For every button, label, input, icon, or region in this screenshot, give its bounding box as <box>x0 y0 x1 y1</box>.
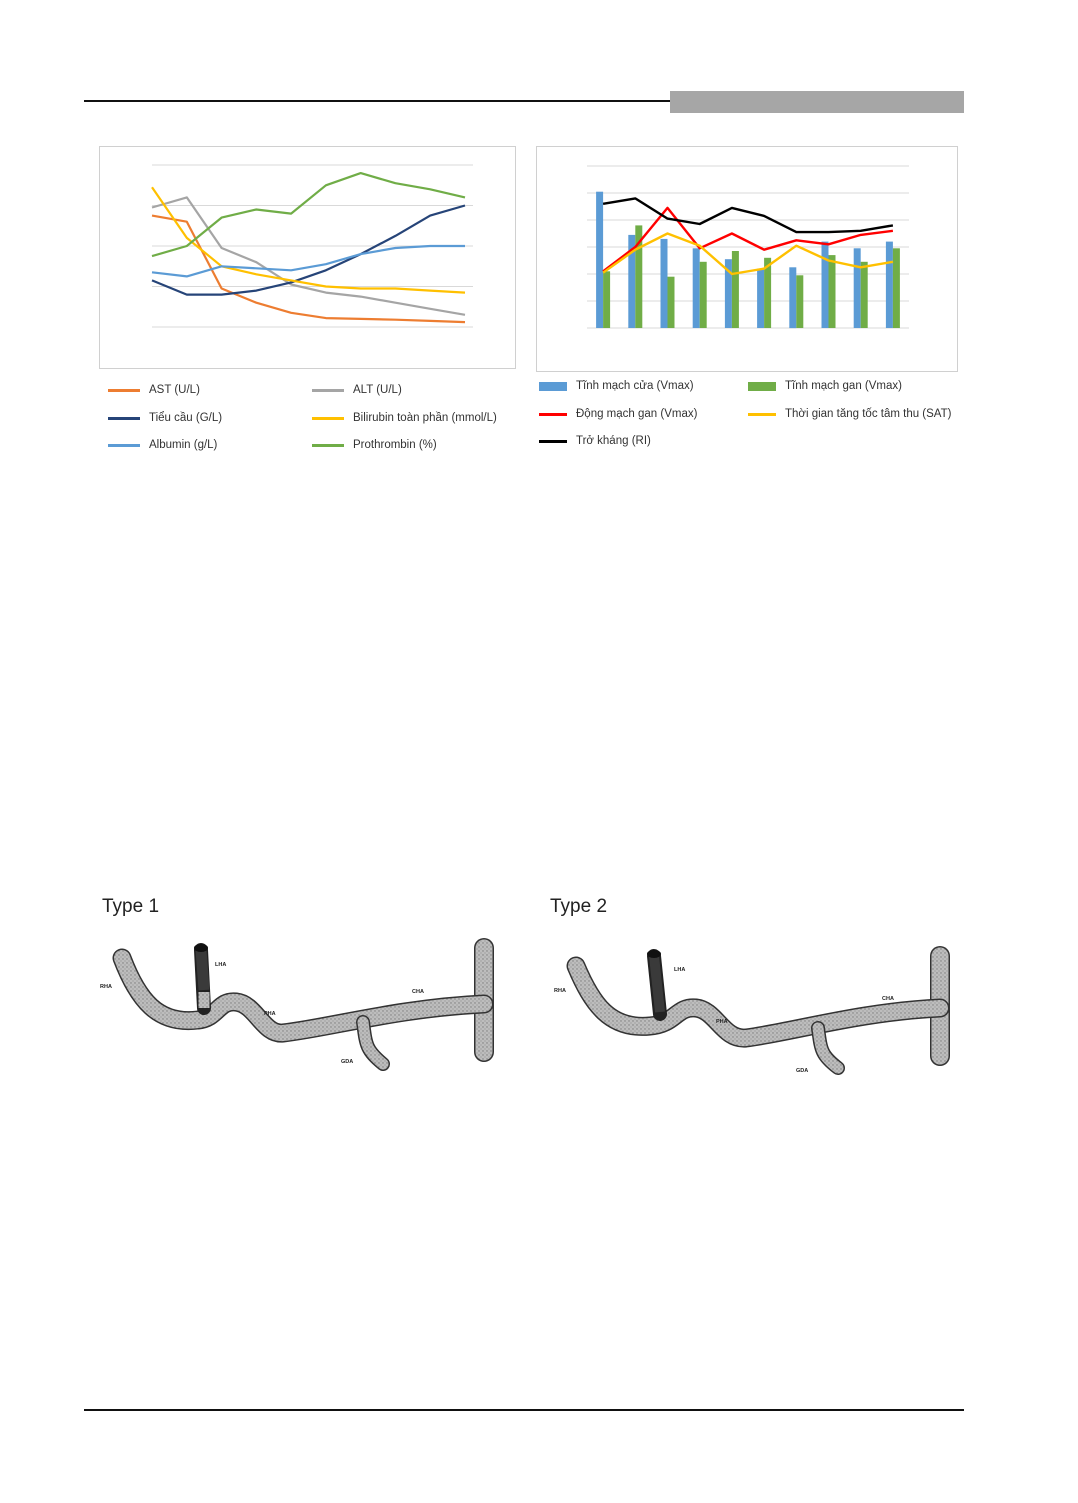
series-line-2 <box>152 197 465 314</box>
legend-swatch <box>748 382 776 391</box>
type2-vessels <box>576 950 940 1068</box>
legend-label: Trở kháng (RI) <box>576 435 651 447</box>
legend-label: ALT (U/L) <box>353 384 402 396</box>
type2-label-lha: LHA <box>674 967 686 973</box>
legend-item-hepatic-artery <box>539 408 697 420</box>
legend-label: Tĩnh mạch cửa (Vmax) <box>576 380 694 392</box>
type2-label-cha: CHA <box>882 996 894 1002</box>
line-series-3 <box>603 198 893 232</box>
legend-swatch <box>108 417 140 420</box>
bar-series-2 <box>796 275 803 328</box>
bar-series-1 <box>596 192 603 328</box>
legend-label: Bilirubin toàn phần (mmol/L) <box>353 412 497 424</box>
legend-label: Albumin (g/L) <box>149 439 218 451</box>
legend-swatch <box>539 440 567 443</box>
lab-values-chart-svg <box>100 147 517 370</box>
type1-label-pha: PHA <box>264 1011 276 1017</box>
legend-item-ri <box>539 435 651 447</box>
legend-item-alt <box>312 384 402 396</box>
type1-vessel-diagram <box>98 930 518 1080</box>
legend-swatch <box>312 417 344 420</box>
type2-title: Type 2 <box>550 896 608 917</box>
bar-series-1 <box>789 267 796 328</box>
bar-series-1 <box>661 239 668 328</box>
legend-item-ast <box>108 384 200 396</box>
legend-swatch <box>108 444 140 447</box>
type1-label-rha: RHA <box>100 984 112 990</box>
bar-series-2 <box>700 262 707 328</box>
type2-label-rha: RHA <box>554 988 566 994</box>
doppler-chart <box>536 146 958 372</box>
legend-item-platelet <box>108 412 222 424</box>
legend-item-sat <box>748 408 951 420</box>
legend-label: Thời gian tăng tốc tâm thu (SAT) <box>785 408 952 420</box>
legend-swatch <box>312 389 344 392</box>
type2-vessel-diagram <box>548 940 968 1085</box>
type2-label-gda: GDA <box>796 1068 809 1074</box>
type2-label-pha: PHA <box>716 1019 728 1025</box>
lab-values-legend <box>108 384 528 464</box>
legend-item-hepatic-vein <box>748 380 902 392</box>
bar-series-2 <box>861 262 868 328</box>
legend-swatch <box>539 413 567 416</box>
legend-label: AST (U/L) <box>149 384 200 396</box>
header-band <box>670 91 964 113</box>
legend-label: Tiểu cầu (G/L) <box>149 412 223 424</box>
line-series-1 <box>603 208 893 271</box>
bar-series-2 <box>829 255 836 328</box>
bar-series-2 <box>893 248 900 328</box>
bar-series-1 <box>822 242 829 328</box>
legend-item-prothrombin <box>312 439 437 451</box>
type1-label-lha: LHA <box>215 962 227 968</box>
type1-title: Type 1 <box>102 896 160 917</box>
doppler-chart-svg <box>537 147 959 373</box>
legend-swatch <box>539 382 567 391</box>
bar-series-2 <box>732 251 739 328</box>
lab-values-chart <box>99 146 516 369</box>
bar-series-2 <box>668 277 675 328</box>
legend-item-portal-vein <box>539 380 694 392</box>
series-line-3 <box>152 206 465 295</box>
bar-series-1 <box>854 248 861 328</box>
legend-swatch <box>748 413 776 416</box>
bar-series-2 <box>603 271 610 328</box>
header-rule <box>84 100 670 102</box>
legend-label: Động mạch gan (Vmax) <box>576 408 698 420</box>
type1-vessels <box>122 944 484 1064</box>
bar-series-1 <box>693 248 700 328</box>
legend-label: Prothrombin (%) <box>353 439 437 451</box>
line-series-2 <box>603 234 893 275</box>
legend-swatch <box>312 444 344 447</box>
doppler-legend <box>539 380 964 460</box>
type1-label-gda: GDA <box>341 1059 354 1065</box>
type1-label-cha: CHA <box>412 989 424 995</box>
bar-series-1 <box>757 269 764 328</box>
bar-series-1 <box>886 242 893 328</box>
legend-label: Tĩnh mạch gan (Vmax) <box>785 380 902 392</box>
footer-rule <box>84 1409 964 1411</box>
series-line-5 <box>152 246 465 276</box>
legend-swatch <box>108 389 140 392</box>
legend-item-bilirubin <box>312 412 497 424</box>
legend-item-albumin <box>108 439 217 451</box>
